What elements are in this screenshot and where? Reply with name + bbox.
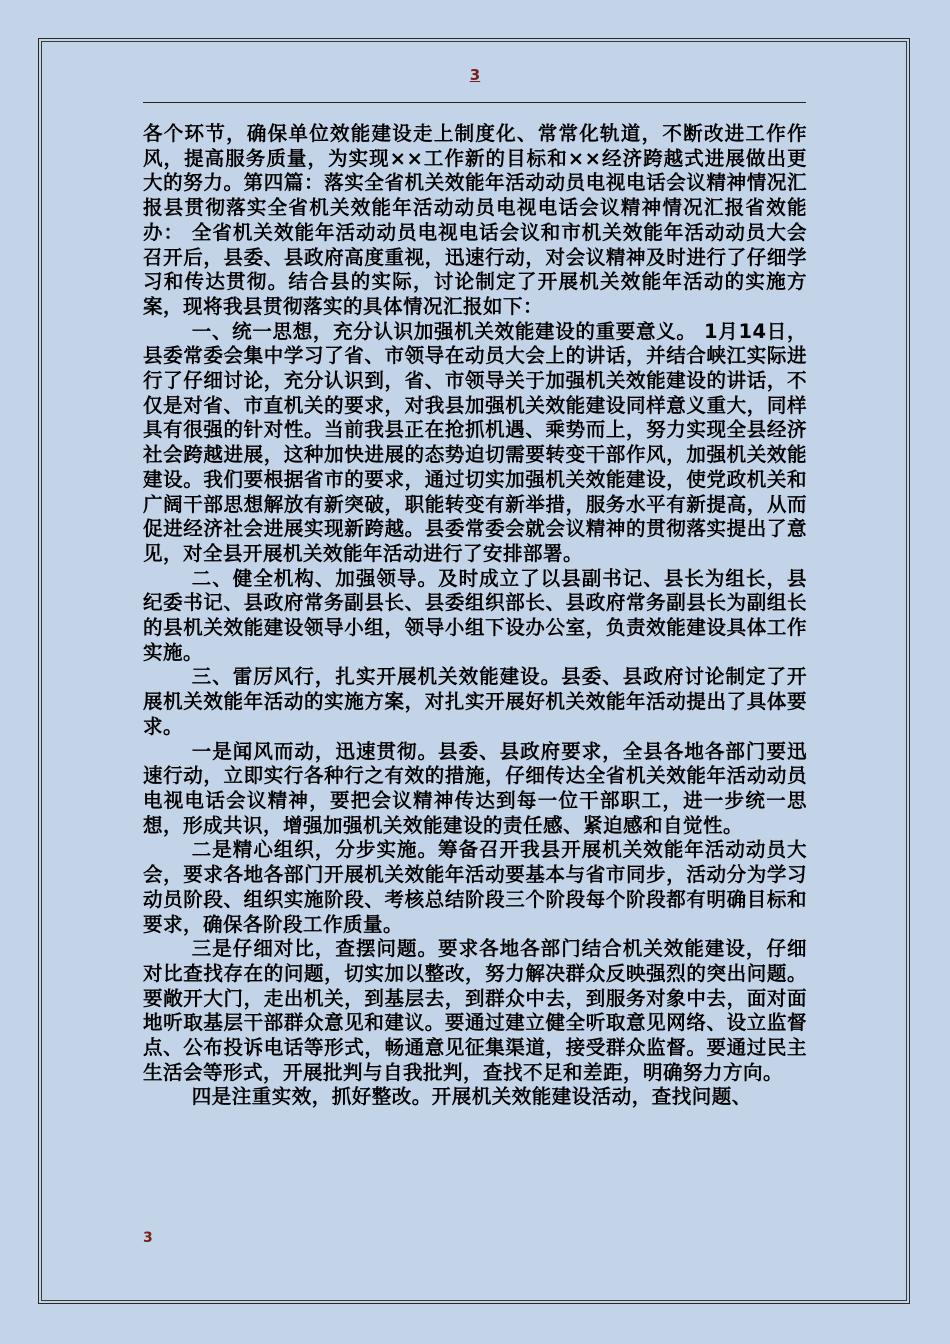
paragraph: 一、统一思想，充分认识加强机关效能建设的重要意义。 1月14日，县委常委会集中学习了省、市领导在动员大会上的讲话，并结合峡江实际进行了仔细讨论，充分认识到，省、市领导关于加强机关效能建设的讲话，不仅是对省、市直机关的要求，对我县加强机关效能建设同样意义重大，同样具有很强的针对性。当前我县正在抢抓机遇、乘势而上，努力实现全县经济社会跨越进展，这种加快进展的态势迫切需要转变干部作风，加强机关效能建设。我们要根据省市的要求，通过切实加强机关效能建设，使党政机关和广阔干部思想解放有新突破，职能转变有新举措，服务水平有新提高，从而促进经济社会进展实现新跨越。县委常委会就会议精神的贯彻落实提出了意见，对全县开展机关效能年活动进行了安排部署。	[143, 319, 807, 565]
header-rule	[143, 102, 806, 103]
paragraph: 二、健全机构、加强领导。及时成立了以县副书记、县长为组长，县纪委书记、县政府常务副县长、县委组织部长、县政府常务副县长为副组长的县机关效能建设领导小组，领导小组下设办公室，负责效能建设具体工作实施。	[143, 566, 807, 664]
header-page-number: 3	[469, 66, 481, 84]
document-body	[143, 122, 807, 1110]
paragraph: 四是注重实效，抓好整改。开展机关效能建设活动，查找问题、	[191, 1085, 752, 1109]
paragraph: 一是闻风而动，迅速贯彻。县委、县政府要求，全县各地各部门要迅速行动，立即实行各种行之有效的措施，仔细传达全省机关效能年活动动员电视电话会议精神，要把会议精神传达到每一位干部职工，进一步统一思想，形成共识，增强加强机关效能建设的责任感、紧迫感和自觉性。	[143, 739, 807, 837]
paragraph: 各个环节，确保单位效能建设走上制度化、常常化轨道，不断改进工作作风，提高服务质量，为实现××工作新的目标和××经济跨越式进展做出更大的努力。第四篇：落实全省机关效能年活动动员电视电话会议精神情况汇报县贯彻落实全省机关效能年活动动员电视电话会议精神情况汇报省效能办： 全省机关效能年活动动员电视电话会议和市机关效能年活动动员大会召开后，县委、县政府高度重视，迅速行动，对会议精神及时进行了仔细学习和传达贯彻。结合县的实际，讨论制定了开展机关效能年活动的实施方案，现将我县贯彻落实的具体情况汇报如下：	[143, 122, 807, 318]
footer-page-number: 3	[143, 1230, 153, 1246]
paragraph: 三是仔细对比，查摆问题。要求各地各部门结合机关效能建设，仔细对比查找存在的问题，切实加以整改，努力解决群众反映强烈的突出问题。要敞开大门，走出机关，到基层去，到群众中去，到服务对象中去，面对面地听取基层干部群众意见和建议。要通过建立健全听取意见网络、设立监督点、公布投诉电话等形式，畅通意见征集渠道，接受群众监督。要通过民主生活会等形式，开展批判与自我批判，查找不足和差距，明确努力方向。	[143, 937, 807, 1084]
paragraph: 二是精心组织，分步实施。筹备召开我县开展机关效能年活动动员大会，要求各地各部门开展机关效能年活动要基本与省市同步，活动分为学习动员阶段、组织实施阶段、考核总结阶段三个阶段每个阶段都有明确目标和要求，确保各阶段工作质量。	[143, 838, 807, 936]
paragraph: 三、雷厉风行，扎实开展机关效能建设。县委、县政府讨论制定了开展机关效能年活动的实施方案，对扎实开展好机关效能年活动提出了具体要求。	[143, 665, 807, 738]
